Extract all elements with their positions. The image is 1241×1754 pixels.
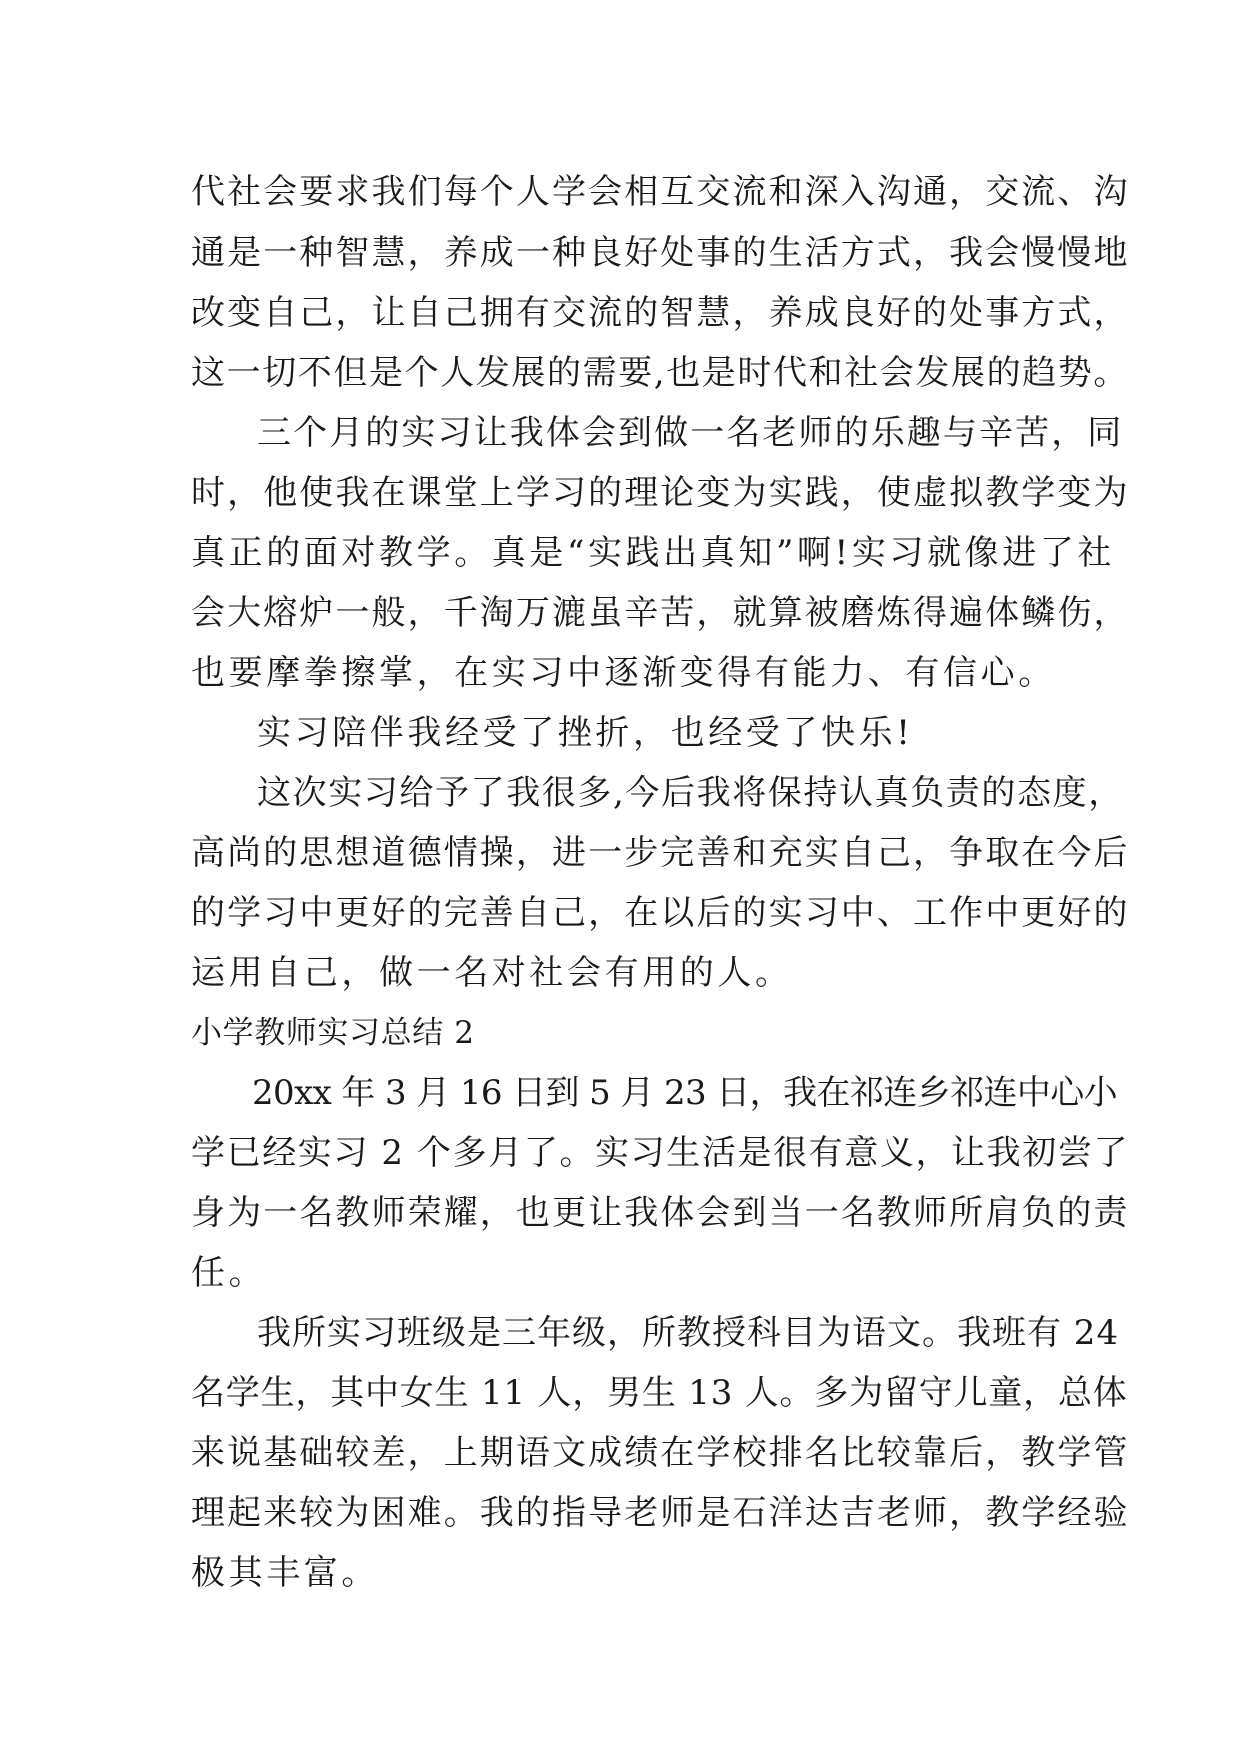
text-line: 通是一种智慧，养成一种良好处事的生活方式，我会慢慢地 (191, 233, 1130, 273)
section-title: 小学教师实习总结 2 (191, 1015, 475, 1051)
text-line: 时，他使我在课堂上学习的理论变为实践，使虚拟教学变为 (191, 473, 1130, 513)
text-line: 学已经实习 2 个多月了。实习生活是很有意义，让我初尝了 (191, 1133, 1130, 1173)
text-line: 任。 (191, 1253, 267, 1293)
paragraph-first-line: 我所实习班级是三年级，所教授科目为语文。我班有 24 (257, 1313, 1120, 1353)
text-line: 也要摩拳擦掌，在实习中逐渐变得有能力、有信心。 (191, 653, 1056, 693)
paragraph-first-line: 三个月的实习让我体会到做一名老师的乐趣与辛苦，同 (257, 413, 1124, 453)
text-line: 会大熔炉一般，千淘万漉虽辛苦，就算被磨炼得遍体鳞伤， (191, 593, 1130, 633)
text-line: 来说基础较差，上期语文成绩在学校排名比较靠后，教学管 (191, 1433, 1130, 1473)
text-line: 名学生，其中女生 11 人，男生 13 人。多为留守儿童，总体 (191, 1373, 1128, 1413)
text-line: 理起来较为困难。我的指导老师是石洋达吉老师，教学经验 (191, 1493, 1130, 1533)
text-line: 高尚的思想道德情操，进一步完善和充实自己，争取在今后 (191, 833, 1130, 873)
text-line: 的学习中更好的完善自己，在以后的实习中、工作中更好的 (191, 893, 1130, 933)
text-line: 真正的面对教学。真是“实践出真知”啊!实习就像进了社 (191, 533, 1116, 573)
text-line: 身为一名教师荣耀，也更让我体会到当一名教师所肩负的责 (191, 1193, 1130, 1233)
paragraph-first-line: 实习陪伴我经受了挫折，也经受了快乐! (257, 713, 914, 753)
text-line: 代社会要求我们每个人学会相互交流和深入沟通，交流、沟 (191, 172, 1130, 212)
text-line: 运用自己，做一名对社会有用的人。 (191, 953, 793, 993)
text-line: 这一切不但是个人发展的需要,也是时代和社会发展的趋势。 (191, 353, 1130, 393)
paragraph-first-line: 20xx 年 3 月 16 日到 5 月 23 日，我在祁连乡祁连中心小 (252, 1073, 1118, 1113)
text-line: 改变自己，让自己拥有交流的智慧，养成良好的处事方式， (191, 293, 1130, 333)
text-line: 极其丰富。 (191, 1553, 379, 1593)
paragraph-first-line: 这次实习给予了我很多,今后我将保持认真负责的态度， (257, 773, 1124, 813)
